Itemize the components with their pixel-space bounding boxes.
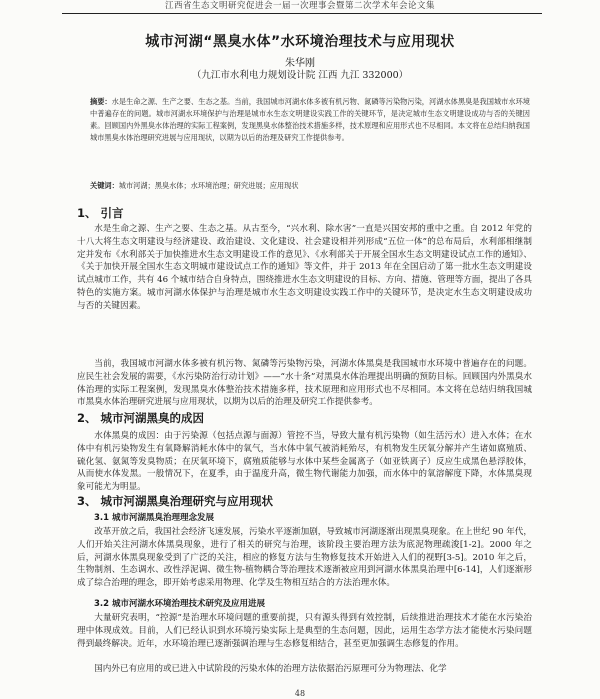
subsection-3-1-paragraph: 改革开放之后，我国社会经济飞速发展，污染水平逐渐加剧，导致城市河湖逐渐出现黑臭现象。在上世纪 90 年代，人们开始关注河湖水体黑臭现象，进行了相关的研究与治理，该阶段主要治理方法为底泥物理疏浚[1-2]。2000 年之后，河湖水体黑臭现象受到了广泛的关注，相应的修复方法与生物修复技术开始进入人们的视野[3-5]。2010 年之后，生物制剂、生态调水、改性浮泥调、微生物-植物耦合等治理技术逐渐被应用到河湖水体黑臭治理中[6-14]，人们逐渐形成了综合治理的理念，即开始考虑采用物理、化学及生物相互结合的方法治理水体。 — [77, 527, 532, 588]
author-name: 朱华刚 — [285, 58, 315, 69]
paper-title: 城市河湖“黑臭水体”水环境治理技术与应用现状 — [145, 34, 455, 50]
author-affiliation: （九江市水利电力规划设计院 江西 九江 332000） — [191, 70, 409, 81]
section-heading-introduction: 1、 引言 — [77, 206, 124, 220]
section-heading-causes: 2、 城市河湖黑臭的成因 — [77, 411, 205, 425]
keywords — [90, 180, 530, 192]
abstract — [90, 96, 530, 144]
introduction-paragraph-2: 当前，我国城市河湖水体多被有机污物、氮磷等污染物污染，河湖水体黑臭是我国城市水环境中普遍存在的问题。应民生社会发展的需要，《水污染防治行动计划》——“水十条”对黑臭水体治理提出明确的预防目标。回顾国内外黑臭水体治理的实际工程案例，发现黑臭水体整治技术措施多样，技术原理和应用形式也不尽相同。本文将在总结归纳我国城市黑臭水体治理研究进展与应用现状，以期为以后的治理及研究工作提供参考。 — [77, 359, 532, 408]
subsection-heading-3-2: 3.2 城市河湖水环境治理技术研究及应用进展 — [94, 599, 266, 609]
section-heading-research-status: 3、 城市河湖黑臭治理研究与应用现状 — [77, 494, 274, 508]
header-rule — [62, 13, 542, 14]
introduction-paragraph-1: 水是生命之源、生产之要、生态之基。从古至今，“兴水利、除水害”一直是兴国安邦的重中之重。自 2012 年党的十八大将生态文明建设与经济建设、政治建设、文化建设、社会建设相并列形成“五位一体”的总布局后，水利部相继制定并发布《水利部关于加快推进水生态文明建设工作的意见》、《水利部关于开展全国水生态文明建设试点工作的通知》、《关于加快开展全国水生态文明城市建设试点工作的通知》等文件，并于 2013 年在全国启动了第一批水生态文明建设试点城市工作，共有 46 个城市结合自身特点，围绕推进水生态文明建设的目标、方向、措施、管理等方面，提出了各具特色的实施方案。城市河湖水体保护与治理是城市水生态文明建设实践工作中的关键环节，是决定水生态文明建设成功与否的关键因素。 — [77, 224, 532, 311]
keywords-label: 关键词： — [90, 181, 119, 190]
keywords-text: 城市河湖；黑臭水体；水环境治理；研究进展；应用现状 — [118, 181, 299, 190]
subsection-heading-3-1: 3.1 城市河湖黑臭治理理念发展 — [94, 513, 215, 523]
running-header: 江西省生态文明研究促进会一届一次理事会暨第二次学术年会论文集 — [164, 1, 435, 11]
page-number: 48 — [294, 689, 306, 698]
subsection-3-2-paragraph-1: 大量研究表明，“控源”是治理水环境问题的重要前提，只有源头得到有效控制，后续推进治理技术才能在水污染治理中体现成效。目前，人们已经认识到水环境污染实际上是典型的生态问题，因此，运用生态学方法才能使水污染问题得到最终解决。近年，水环境治理已逐渐强调治理与生态修复相结合，甚至更加强调生态修复的作用。 — [77, 613, 532, 649]
causes-paragraph: 水体黑臭的成因：由于污染源（包括点源与面源）管控不当，导致大量有机污染物（如生活污水）进入水体；在水体中有机污染物发生有氧降解消耗水体中的氧气，当水体中氧气被消耗殆尽，有机物发生厌氧分解并产生诸如腐殖质、硫化氢、氨氮等发臭物质；在厌氧环境下，腐殖质能够与水体中某些金属离子（如亚铁离子）反应生成黑色悬浮胶体，从而使水体发黑。一般情况下，在夏季，由于温度升高，微生物代谢能力加强，而水体中的氧溶解度下降，水体黑臭现象可能尤为明显。 — [77, 431, 532, 492]
abstract-text: 水是生命之源、生产之要、生态之基。当前，我国城市河湖水体多被有机污物、氮磷等污染物污染，河湖水体黑臭是我国城市水环境中普遍存在的问题。城市河湖水环境保护与治理是城市水生态文明建设实践工作的关键环节，是决定城市生态文明建设成功与否的关键因素。回顾国内外黑臭水体治理的实际工程案例，发现黑臭水体整治技术措施多样，技术原理和应用形式也不尽相同。本文将在总结归纳我国城市黑臭水体治理研究进展与应用现状，以期为以后的治理及研究工作提供参考。 — [90, 97, 530, 143]
abstract-label: 摘要： — [90, 97, 112, 106]
subsection-3-2-paragraph-2: 国内外已有应用的或已进入中试阶段的污染水体的治理方法依据治污原理可分为物理法、化学 — [94, 664, 447, 674]
